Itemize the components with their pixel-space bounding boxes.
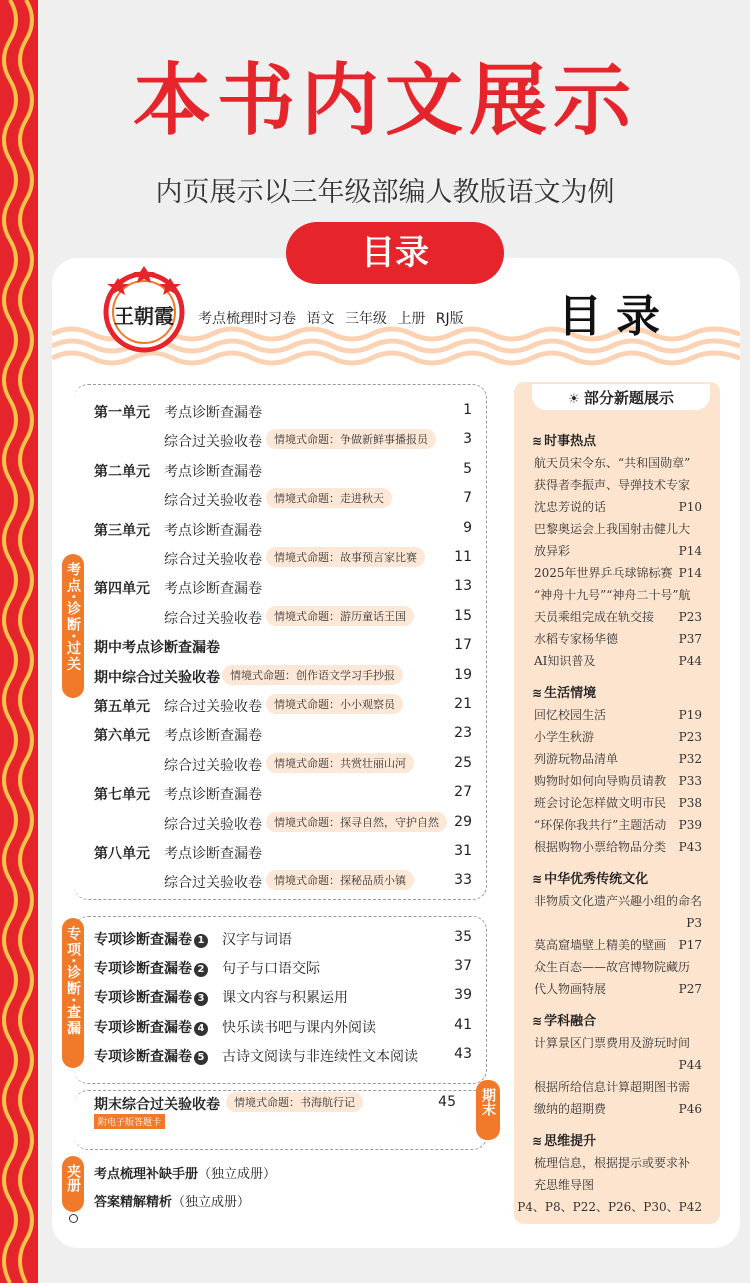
- toc-title: 综合过关验收卷: [164, 610, 262, 627]
- special-row[interactable]: [94, 1017, 482, 1041]
- toc-row[interactable]: [94, 549, 482, 573]
- toc-row[interactable]: [94, 637, 482, 661]
- topic-line: 班会讨论怎样做文明市民 P38: [534, 796, 702, 810]
- answer-card-note: 附电子版答题卡: [94, 1114, 165, 1129]
- toc-tag: 情境式命题：探寻自然，守护自然: [266, 812, 447, 832]
- toc-row[interactable]: [94, 520, 482, 544]
- toc-row[interactable]: [94, 725, 482, 749]
- toc-tag: 情境式命题：游历童话王国: [266, 606, 414, 626]
- special-desc: 古诗文阅读与非连续性文本阅读: [222, 1048, 418, 1065]
- toc-row[interactable]: [94, 872, 482, 896]
- special-page: 39: [454, 987, 472, 1004]
- toc-unit: 第七单元: [94, 787, 150, 804]
- decor-dot: [69, 1214, 78, 1223]
- wave-icon: ≋: [532, 1014, 543, 1028]
- wave-icon: ≋: [532, 1134, 543, 1148]
- toc-page: 23: [454, 725, 472, 742]
- toc-page: 31: [454, 843, 472, 859]
- toc-row[interactable]: [94, 696, 482, 720]
- final-title: 期末综合过关验收卷: [94, 1097, 220, 1113]
- special-row[interactable]: [94, 958, 482, 982]
- special-desc: 汉字与词语: [222, 932, 292, 948]
- toc-pill-label: 目录: [286, 222, 504, 284]
- toc-title: 期中考点诊断查漏卷: [94, 640, 220, 657]
- topic-line: 非物质文化遗产兴趣小组的命名: [534, 894, 703, 908]
- topic-line: 沈忠芳说的话 P10: [534, 500, 702, 514]
- toc-tag: 情境式命题：故事预言家比赛: [266, 547, 425, 567]
- topic-line: 航天员宋令东、“共和国勋章”: [534, 456, 691, 470]
- topic-line: 小学生秋游 P23: [534, 730, 702, 744]
- toc-title: 考点诊断查漏卷: [164, 846, 262, 862]
- toc-tag: 情境式命题：探秘品质小镇: [266, 870, 414, 890]
- topic-line: 梳理信息，根据提示或要求补: [534, 1156, 691, 1170]
- toc-row[interactable]: [94, 608, 482, 632]
- special-desc: 快乐读书吧与课内外阅读: [222, 1019, 376, 1036]
- number-badge: 4: [194, 1022, 208, 1036]
- toc-title: 综合过关验收卷: [164, 434, 262, 451]
- toc-title: 考点诊断查漏卷: [164, 405, 262, 421]
- bulb-icon: ☀: [568, 392, 580, 407]
- topic-line: 代人物画特展 P27: [534, 982, 702, 996]
- final-tag: 情境式命题：书海航行记: [226, 1092, 363, 1112]
- new-topics-panel: ☀ 部分新题展示 ≋ 时事热点 航天员宋令东、“共和国勋章” 获得者李振声、导弹技术专家 沈忠芳说的话 P10 巴黎奥运会上我国射击健儿大 放异彩 P14 2025年世界乒乓球锦标赛 P14 “神舟十九号”“神舟二十号”航 天员乘组完成在轨交接 P23 水稻专家杨华德 P37 AI知识普及 P44 ≋ 生活情境 回忆校园生活 P19 小学生秋游 P23 列游玩物品清单 P32 购物时如何向导购员请教 P33 班会讨论怎样做文明市民 P38 “环保你我共行”主题活动 P39 根据购物小票给物品分类 P43 ≋ 中华优秀传统文化 非物质文化遗产兴趣小组的命名 P3 莫高窟墙壁上精美的壁画 P17 众生百态——故宫博物院藏历 代人物画特展 P27 ≋ 学科融合 计算景区门票费用及游玩时间 P44 根据所给信息计算超期图书需 缴纳的超期费 P46 ≋ 思维提升 梳理信息，根据提示或要求补 充思维导图 P4、P8、P22、P26、P30、P42: [514, 382, 720, 1224]
- wave-icon: ≋: [532, 434, 543, 448]
- topic-line: 莫高窟墙壁上精美的壁画 P17: [534, 938, 702, 952]
- toc-title: 综合过关验收卷: [164, 493, 262, 510]
- number-badge: 1: [194, 934, 208, 948]
- toc-page: 33: [454, 872, 472, 889]
- logo-text: 王朝霞: [114, 304, 174, 328]
- category-heading: ≋ 生活情境: [532, 686, 597, 701]
- category-heading: ≋ 学科融合: [532, 1014, 597, 1029]
- side-tag-kaodian: 考点·诊断·过关: [62, 554, 84, 698]
- toc-page: 11: [454, 549, 472, 565]
- toc-unit: 第六单元: [94, 728, 150, 745]
- side-tag-zhuanxiang: 专项·诊断·查漏: [62, 918, 84, 1068]
- toc-tag: 情境式命题：创作语文学习手抄报: [222, 665, 403, 685]
- side-tag-jiace: 夹册: [62, 1156, 84, 1212]
- topic-line: 巴黎奥运会上我国射击健儿大: [534, 522, 691, 536]
- toc-page: 25: [454, 754, 472, 771]
- toc-row[interactable]: [94, 843, 482, 867]
- topic-line: 天员乘组完成在轨交接 P23: [534, 610, 702, 624]
- wave-icon: ≋: [532, 686, 543, 700]
- wave-icon: ≋: [532, 872, 543, 886]
- side-tag-qimo: 期末: [476, 1080, 500, 1140]
- topic-line: 水稻专家杨华德 P37: [534, 632, 702, 646]
- toc-title: 综合过关验收卷: [164, 699, 262, 715]
- number-badge: 3: [194, 992, 208, 1006]
- number-badge: 5: [194, 1051, 208, 1065]
- toc-unit: 第二单元: [94, 463, 150, 480]
- final-page: 45: [438, 1094, 456, 1110]
- special-row[interactable]: [94, 987, 482, 1011]
- page-title: 本书内文展示: [132, 56, 637, 146]
- topic-line: 购物时如何向导购员请教 P33: [534, 774, 702, 788]
- toc-row[interactable]: [94, 667, 482, 691]
- toc-title: 考点诊断查漏卷: [164, 581, 262, 598]
- toc-page: 5: [463, 460, 472, 477]
- topic-line: 2025年世界乒乓球锦标赛 P14: [534, 566, 702, 580]
- toc-card: [52, 258, 740, 1248]
- topic-line: 回忆校园生活 P19: [534, 708, 702, 722]
- toc-title: 考点诊断查漏卷: [164, 522, 262, 539]
- number-badge: 2: [194, 963, 208, 977]
- jiace-row-2[interactable]: 答案精解精析（独立成册）: [94, 1195, 251, 1210]
- special-title: 专项诊断查漏卷 5: [94, 1046, 208, 1066]
- toc-page: 13: [454, 578, 472, 595]
- toc-row[interactable]: [94, 461, 482, 485]
- topic-line: “环保你我共行”主题活动 P39: [534, 818, 702, 832]
- special-page: 43: [454, 1045, 472, 1062]
- toc-title: 考点诊断查漏卷: [164, 463, 262, 480]
- toc-unit: 第八单元: [94, 846, 150, 862]
- category-heading: ≋ 时事热点: [532, 434, 597, 449]
- toc-page: 15: [454, 607, 472, 624]
- toc-heading: 目录: [558, 291, 674, 342]
- special-desc: 句子与口语交际: [222, 961, 320, 978]
- topic-line: 放异彩 P14: [534, 544, 702, 558]
- new-topics-heading: ☀ 部分新题展示: [532, 384, 710, 410]
- topic-line: 计算景区门票费用及游玩时间: [534, 1036, 691, 1050]
- toc-row[interactable]: [94, 402, 482, 426]
- toc-page: 9: [463, 519, 472, 536]
- toc-page: 3: [463, 431, 472, 448]
- topic-line: AI知识普及 P44: [534, 654, 702, 668]
- toc-title: 考点诊断查漏卷: [164, 728, 262, 745]
- toc-title: 综合过关验收卷: [164, 757, 262, 774]
- topic-line: 根据所给信息计算超期图书需: [534, 1080, 691, 1094]
- toc-row[interactable]: [94, 578, 482, 602]
- toc-page: 7: [463, 490, 472, 507]
- toc-tag: 情境式命题：争做新鲜事播报员: [266, 429, 436, 449]
- toc-row[interactable]: [94, 490, 482, 514]
- toc-title: 综合过关验收卷: [164, 816, 262, 833]
- toc-unit: 第四单元: [94, 581, 150, 598]
- toc-unit: 第五单元: [94, 699, 150, 715]
- topic-line: 根据购物小票给物品分类 P43: [534, 840, 702, 854]
- topic-line: 众生百态——故宫博物院藏历: [534, 960, 691, 974]
- special-title: 专项诊断查漏卷 4: [94, 1017, 208, 1037]
- special-title: 专项诊断查漏卷 2: [94, 958, 208, 978]
- special-title: 专项诊断查漏卷 1: [94, 929, 208, 949]
- special-page: 37: [454, 958, 472, 975]
- toc-row[interactable]: [94, 755, 482, 779]
- toc-tag: 情境式命题：共赏壮丽山河: [266, 753, 414, 773]
- special-desc: 课文内容与积累运用: [222, 990, 348, 1007]
- toc-unit: 第三单元: [94, 522, 150, 539]
- special-row[interactable]: [94, 929, 482, 953]
- topic-line: 获得者李振声、导弹技术专家: [534, 478, 691, 492]
- topic-line: “神舟十九号”“神舟二十号”航: [534, 588, 691, 602]
- toc-title: 综合过关验收卷: [164, 875, 262, 892]
- toc-tag: 情境式命题：走进秋天: [266, 488, 392, 508]
- toc-row[interactable]: [94, 784, 482, 808]
- topic-line: 充思维导图: [534, 1178, 595, 1192]
- toc-page: 19: [454, 666, 472, 683]
- topic-line: 缴纳的超期费 P46: [534, 1102, 702, 1116]
- page-subtitle: 内页展示以三年级部编人教版语文为例: [155, 177, 615, 208]
- toc-tag: 情境式命题：小小观察员: [266, 694, 403, 714]
- toc-page: 17: [454, 637, 472, 654]
- brand-logo: [98, 262, 190, 354]
- toc-page: 1: [463, 402, 472, 418]
- toc-page: 27: [454, 784, 472, 801]
- special-row[interactable]: [94, 1046, 482, 1070]
- toc-unit: 第一单元: [94, 405, 150, 421]
- toc-page: 29: [454, 813, 472, 830]
- book-info: 考点梳理时习卷 语文 三年级 上册 RJ版: [198, 311, 464, 327]
- category-heading: ≋ 中华优秀传统文化: [532, 872, 649, 887]
- topic-line: 列游玩物品清单 P32: [534, 752, 702, 766]
- toc-title: 综合过关验收卷: [164, 552, 262, 568]
- toc-row[interactable]: [94, 814, 482, 838]
- toc-title: 考点诊断查漏卷: [164, 787, 262, 804]
- special-page: 41: [454, 1016, 472, 1033]
- category-heading: ≋ 思维提升: [532, 1134, 597, 1149]
- toc-row[interactable]: [94, 431, 482, 455]
- special-title: 专项诊断查漏卷 3: [94, 987, 208, 1007]
- special-page: 35: [454, 929, 472, 945]
- toc-page: 21: [454, 696, 472, 712]
- toc-title: 期中综合过关验收卷: [94, 669, 220, 686]
- jiace-row-1[interactable]: 考点梳理补缺手册（独立成册）: [94, 1167, 277, 1182]
